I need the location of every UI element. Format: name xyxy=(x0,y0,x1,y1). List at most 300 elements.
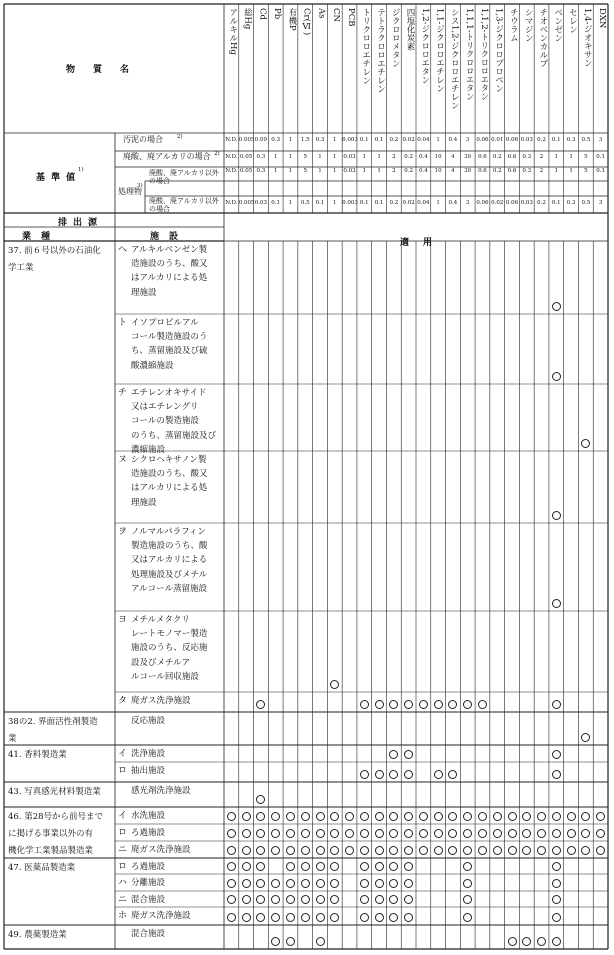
criteria-value: 0.1 xyxy=(359,200,369,206)
criteria-value: 0.1 xyxy=(551,137,561,143)
criteria-value: 0.3 xyxy=(522,154,532,160)
applicable-mark xyxy=(375,913,384,922)
applicable-mark xyxy=(552,302,561,311)
facility-desc: メチルメタクリ xyxy=(131,615,190,625)
applicable-mark xyxy=(345,812,354,821)
criteria-value: 0.06 xyxy=(505,137,519,143)
applicable-mark xyxy=(316,913,325,922)
substance-name: シマジン xyxy=(523,8,534,42)
criteria-row-note: 2) xyxy=(177,134,183,140)
applicable-mark xyxy=(316,937,325,946)
facility-desc: イソプロピルアル xyxy=(131,318,199,328)
substance-name: 1,1,2-トリクロロエタン xyxy=(478,8,489,101)
applicable-mark xyxy=(301,846,310,855)
industry-name: 38の2. 界面活性剤製造 xyxy=(8,717,98,727)
applicable-mark xyxy=(375,862,384,871)
facility-desc: 又はエチレングリ xyxy=(131,402,199,413)
applicable-mark xyxy=(360,812,369,821)
applicable-mark xyxy=(508,829,517,838)
criteria-value: 30 xyxy=(464,168,472,174)
criteria-value: 0.05 xyxy=(240,154,253,160)
applicable-mark xyxy=(286,879,295,888)
applicable-mark xyxy=(567,812,576,821)
applicable-mark xyxy=(242,895,251,904)
applicable-mark xyxy=(493,829,502,838)
applicable-mark xyxy=(552,372,561,381)
criteria-value: 1 xyxy=(288,154,293,160)
applicable-mark xyxy=(552,812,561,821)
applicable-mark xyxy=(360,895,369,904)
criteria-value: 1 xyxy=(333,168,337,174)
facility-letter: ロ xyxy=(118,766,128,776)
industry-name: 機化学工業製品製造業 xyxy=(8,846,94,856)
criteria-value: 1 xyxy=(333,200,337,206)
applicable-mark xyxy=(537,937,546,946)
criteria-value: 1 xyxy=(333,137,337,143)
criteria-value: 0.06 xyxy=(505,200,519,206)
facility-desc: コールの製造施設 xyxy=(131,416,199,427)
applicable-mark xyxy=(508,937,517,946)
applicable-mark xyxy=(301,913,310,922)
criteria-value: 0.02 xyxy=(402,200,415,206)
criteria-value: 0.3 xyxy=(256,168,266,174)
facility-letter: タ xyxy=(118,696,128,706)
criteria-value: 0.3 xyxy=(566,200,576,206)
facility-desc: 理施設 xyxy=(131,287,157,298)
criteria-value: 5 xyxy=(584,154,588,160)
substance-name: CN xyxy=(331,8,342,22)
criteria-value: 3 xyxy=(598,137,603,143)
facility-desc: のうち、蒸留施設及び xyxy=(131,430,217,441)
applicable-mark xyxy=(493,846,502,855)
criteria-value: 1 xyxy=(273,154,278,160)
treatment-note: 3) xyxy=(137,183,143,189)
applicable-mark xyxy=(286,913,295,922)
criteria-row-label: 廃酸、廃アルカリ以外の場合 xyxy=(149,169,219,185)
facility-desc: ノルマルパラフィン xyxy=(131,527,206,537)
criteria-value: 0.01 xyxy=(491,137,504,143)
facility-desc: 造施設のうち、酸又 xyxy=(131,469,208,480)
applicable-mark xyxy=(552,862,561,871)
criteria-value: 0.4 xyxy=(448,200,458,206)
criteria-value: 0.1 xyxy=(359,137,369,143)
criteria-value: 0.5 xyxy=(581,137,591,143)
facility-letter: ヘ xyxy=(118,245,128,255)
applicable-mark xyxy=(301,812,310,821)
applicable-mark xyxy=(360,913,369,922)
criteria-value: 1 xyxy=(288,137,293,143)
criteria-value: 0.1 xyxy=(374,137,384,143)
substance-name: Pb xyxy=(272,8,283,20)
facility-desc: 混合施設 xyxy=(131,929,166,939)
criteria-value: 1 xyxy=(288,200,293,206)
facility-desc: 造施設のうち、酸又 xyxy=(131,259,208,270)
applicable-mark xyxy=(434,829,443,838)
applicable-mark xyxy=(478,700,487,709)
criteria-value: 0.1 xyxy=(596,154,605,160)
applicable-mark xyxy=(552,846,561,855)
substance-name: 四塩化炭素 xyxy=(404,8,415,51)
source-label: 排出源 xyxy=(58,218,104,228)
criteria-value: 1 xyxy=(318,154,322,160)
criteria-value: 30 xyxy=(464,154,472,160)
applicable-mark xyxy=(375,846,384,855)
applicable-mark xyxy=(375,829,384,838)
criteria-value: 0.03 xyxy=(343,154,356,160)
substance-name: As xyxy=(316,8,327,19)
substance-name: 有機P xyxy=(286,8,297,31)
criteria-value: 0.3 xyxy=(315,137,325,143)
applicable-mark xyxy=(567,846,576,855)
substance-name: 総Hg xyxy=(242,8,253,30)
criteria-value: 0.005 xyxy=(238,200,255,206)
substance-name: トリクロロエチレン xyxy=(360,8,371,85)
applicable-mark xyxy=(227,862,236,871)
criteria-value: N.D. xyxy=(225,200,238,206)
applicable-mark xyxy=(227,913,236,922)
criteria-value: 5 xyxy=(584,168,588,174)
applicable-mark xyxy=(242,913,251,922)
applicable-mark xyxy=(552,700,561,709)
facility-desc: 施設のうち、反応施 xyxy=(131,643,208,654)
criteria-value: 0.2 xyxy=(389,200,399,206)
criteria-value: 5 xyxy=(303,168,307,174)
criteria-value: 0.02 xyxy=(491,200,504,206)
facility-letter: ロ xyxy=(118,862,128,872)
treatment-label: 処理物 xyxy=(118,187,142,196)
applicable-mark xyxy=(552,829,561,838)
criteria-value: 1 xyxy=(288,168,293,174)
criteria-value: 0.2 xyxy=(537,200,546,206)
applicable-mark xyxy=(316,862,325,871)
criteria-value: 0.003 xyxy=(342,200,358,206)
substance-name: チウラム xyxy=(508,8,519,42)
substance-name: チオベンカルブ xyxy=(537,8,548,68)
applicable-mark xyxy=(552,879,561,888)
criteria-row-label: 廃酸、廃アルカリ以外の場合 xyxy=(149,197,219,213)
facility-desc: 酸濃縮施設 xyxy=(131,360,174,371)
applicable-mark xyxy=(227,895,236,904)
applicable-mark xyxy=(360,862,369,871)
facility-desc: シクロヘキサノン製 xyxy=(131,455,207,465)
substance-name: テトラクロロエチレン xyxy=(375,8,386,93)
applicable-mark xyxy=(508,846,517,855)
facility-desc: 水洗施設 xyxy=(131,811,166,821)
facility-desc: 廃ガス洗浄施設 xyxy=(131,911,191,921)
criteria-value: 0.6 xyxy=(507,154,517,160)
criteria-value: 0.6 xyxy=(478,168,487,174)
applicable-mark xyxy=(360,829,369,838)
applicable-mark xyxy=(242,879,251,888)
criteria-value: 1 xyxy=(554,168,559,174)
criteria-value: 0.3 xyxy=(256,154,266,160)
criteria-value: 5 xyxy=(303,154,307,160)
applicable-mark xyxy=(301,829,310,838)
facility-desc: 濃縮施設 xyxy=(131,444,166,455)
applicable-mark xyxy=(242,862,251,871)
applicable-mark xyxy=(316,895,325,904)
facility-letter: イ xyxy=(118,749,128,759)
applicable-mark xyxy=(360,879,369,888)
applicable-mark xyxy=(552,937,561,946)
criteria-value: 0.3 xyxy=(271,137,281,143)
substance-name: 1,3-ジクロロプロペン xyxy=(493,8,504,93)
applicable-mark xyxy=(227,879,236,888)
facility-desc: アルコール蒸留施設 xyxy=(131,583,207,594)
substance-name: 1,4-ジオキサン xyxy=(582,8,593,67)
applicable-mark xyxy=(434,812,443,821)
applicable-mark xyxy=(419,829,428,838)
criteria-row-note: 2) xyxy=(214,151,220,157)
facility-desc: 抽出施設 xyxy=(131,766,166,776)
applicable-mark xyxy=(286,937,295,946)
criteria-value: 10 xyxy=(434,168,442,174)
criteria-value: 4 xyxy=(451,154,455,160)
facility-desc: 設及びメチルア xyxy=(131,657,191,668)
substance-name: アルキルHg xyxy=(227,8,238,55)
applicable-mark xyxy=(227,846,236,855)
criteria-value: 4 xyxy=(451,168,455,174)
criteria-value: 0.5 xyxy=(581,200,591,206)
applicable-mark xyxy=(242,846,251,855)
substance-name-label: 物質名 xyxy=(66,65,148,75)
applicable-mark xyxy=(345,829,354,838)
facility-letter: ト xyxy=(118,318,128,328)
facility-label: 施設 xyxy=(150,232,189,242)
facility-desc: ろ過施設 xyxy=(131,828,166,838)
facility-desc: 反応施設 xyxy=(131,716,166,726)
applicable-mark xyxy=(434,846,443,855)
industry-name: 43. 写真感光材料製造業 xyxy=(8,787,101,797)
facility-desc: 分離施設 xyxy=(131,878,166,888)
facility-letter: ニ xyxy=(118,845,128,855)
facility-letter: ヌ xyxy=(118,455,128,465)
criteria-value: 0.04 xyxy=(417,137,430,143)
applicable-mark xyxy=(419,812,428,821)
applicable-mark xyxy=(286,829,295,838)
criteria-value: 3 xyxy=(598,200,603,206)
applicable-mark xyxy=(360,700,369,709)
applicable-mark xyxy=(478,846,487,855)
criteria-value: 1 xyxy=(569,168,573,174)
substance-name: DXN xyxy=(596,8,607,29)
substance-name: シス1,2-ジクロロエチレン xyxy=(449,8,460,110)
criteria-value: 0.02 xyxy=(402,137,415,143)
criteria-value: 1 xyxy=(318,168,322,174)
criteria-value: 0.003 xyxy=(342,137,358,143)
applicable-mark xyxy=(316,879,325,888)
criteria-value: 0.6 xyxy=(507,168,517,174)
applicable-mark xyxy=(242,829,251,838)
industry-name: 47. 医薬品製造業 xyxy=(8,863,76,873)
facility-desc: 廃ガス洗浄施設 xyxy=(131,845,191,855)
applicable-mark xyxy=(286,846,295,855)
facility-letter: ホ xyxy=(118,911,128,921)
facility-desc: 混合施設 xyxy=(131,895,166,905)
applicable-mark xyxy=(375,770,384,779)
applicable-mark xyxy=(301,862,310,871)
applicable-mark xyxy=(345,846,354,855)
applicable-mark xyxy=(316,812,325,821)
criteria-value: 1 xyxy=(569,154,573,160)
criteria-value: 0.2 xyxy=(492,168,502,174)
criteria-value: 0.1 xyxy=(315,200,325,206)
criteria-value: 0.09 xyxy=(254,137,268,143)
applicable-mark xyxy=(478,829,487,838)
applicable-mark xyxy=(552,599,561,608)
facility-letter: ハ xyxy=(118,878,128,888)
facility-letter: ヨ xyxy=(118,615,128,625)
facility-desc: 理施設 xyxy=(131,497,157,508)
facility-desc: 廃ガス洗浄施設 xyxy=(131,696,191,706)
applicable-mark xyxy=(242,812,251,821)
facility-desc: コール製造施設のう xyxy=(131,332,208,343)
applicable-mark xyxy=(552,770,561,779)
criteria-value: 1 xyxy=(362,168,367,174)
criteria-value: 0.3 xyxy=(566,137,576,143)
applicable-mark xyxy=(508,812,517,821)
facility-letter: ヲ xyxy=(118,527,128,537)
criteria-value: 0.04 xyxy=(417,200,430,206)
applicable-mark xyxy=(493,812,502,821)
criteria-value: 2 xyxy=(392,168,396,174)
industry-name: 49. 農薬製造業 xyxy=(8,930,67,940)
facility-desc: ち、蒸留施設及び硫 xyxy=(131,346,208,357)
industry-name: 37. 前６号以外の石油化 xyxy=(8,246,101,256)
applicable-mark xyxy=(301,895,310,904)
apply-label: 適用 xyxy=(400,238,447,248)
applicable-mark xyxy=(537,829,546,838)
applicable-mark xyxy=(434,700,443,709)
facility-desc: 洗浄施設 xyxy=(131,749,166,759)
criteria-value: 0.06 xyxy=(476,200,489,206)
facility-desc: 製造施設のうち、酸 xyxy=(131,541,208,552)
industry-name: 業 xyxy=(8,734,17,744)
facility-desc: アルキルベンゼン製 xyxy=(131,245,208,255)
criteria-value: N.D. xyxy=(225,154,238,160)
criteria-row-label: 廃酸、廃アルカリの場合 xyxy=(123,152,211,161)
criteria-value: 1 xyxy=(377,168,381,174)
criteria-value: 1 xyxy=(273,168,278,174)
criteria-value: 0.5 xyxy=(300,200,310,206)
criteria-value: 10 xyxy=(434,154,442,160)
facility-desc: 感光剤洗浄施設 xyxy=(131,786,191,796)
criteria-value: 1 xyxy=(333,154,337,160)
criteria-value: 2 xyxy=(539,154,544,160)
substance-name: ジクロロメタン xyxy=(390,8,401,68)
criteria-value: 0.4 xyxy=(419,154,428,160)
criteria-value: 1 xyxy=(377,154,381,160)
facility-desc: はアルカリによる処 xyxy=(131,273,208,284)
applicable-mark xyxy=(478,812,487,821)
applicable-mark xyxy=(316,829,325,838)
facility-letter: ニ xyxy=(118,895,128,905)
applicable-mark xyxy=(419,846,428,855)
criteria-value: 0.3 xyxy=(522,168,532,174)
facility-desc: ルコール回収施設 xyxy=(131,671,199,682)
criteria-value: 0.005 xyxy=(238,137,255,143)
criteria-value: 0.4 xyxy=(419,168,428,174)
applicable-mark xyxy=(375,895,384,904)
criteria-value: 2 xyxy=(539,168,544,174)
criteria-value: 3 xyxy=(465,137,470,143)
industry-label: 業種 xyxy=(22,232,61,242)
criteria-value: 0.2 xyxy=(492,154,502,160)
applicable-mark xyxy=(552,913,561,922)
industry-name: 46. 第28号から前号まで xyxy=(8,812,104,822)
criteria-value: 0.2 xyxy=(389,137,399,143)
applicable-mark xyxy=(301,879,310,888)
applicable-mark xyxy=(434,770,443,779)
applicable-mark xyxy=(419,700,428,709)
criteria-value: 0.1 xyxy=(596,168,605,174)
applicable-mark xyxy=(360,770,369,779)
facility-letter: ロ xyxy=(118,828,128,838)
criteria-value: 1 xyxy=(554,154,559,160)
industry-name: 学工業 xyxy=(8,263,34,273)
substance-name: PCB xyxy=(345,8,356,27)
criteria-value: 0.2 xyxy=(404,168,413,174)
facility-desc: 処理施設及びメチル xyxy=(131,569,208,580)
substance-name: Cd xyxy=(257,8,268,20)
criteria-value: 0.2 xyxy=(537,137,546,143)
applicable-mark xyxy=(227,829,236,838)
substance-name: Cr(Ⅵ) xyxy=(301,8,312,36)
applicable-mark xyxy=(286,862,295,871)
standard-value-label: 基準値 xyxy=(36,173,82,183)
industry-name: 41. 香料製造業 xyxy=(8,750,67,760)
applicable-mark xyxy=(375,812,384,821)
industry-name: に掲げる事業以外の有 xyxy=(8,829,94,839)
criteria-value: 0.4 xyxy=(448,137,458,143)
facility-letter: イ xyxy=(118,811,128,821)
criteria-value: 0.1 xyxy=(551,200,561,206)
criteria-value: 0.03 xyxy=(254,200,268,206)
criteria-value: 0.06 xyxy=(476,137,489,143)
applicable-mark xyxy=(286,812,295,821)
criteria-value: 0.03 xyxy=(343,168,356,174)
criteria-value: N.D. xyxy=(225,168,238,174)
applicable-mark xyxy=(286,895,295,904)
facility-letter: チ xyxy=(118,388,128,398)
substance-name: セレン xyxy=(567,8,578,34)
applicable-mark xyxy=(375,700,384,709)
applicable-mark xyxy=(537,812,546,821)
criteria-value: 0.1 xyxy=(374,200,384,206)
criteria-value: 2 xyxy=(392,154,396,160)
criteria-value: 3 xyxy=(465,200,470,206)
applicable-mark xyxy=(552,895,561,904)
applicable-mark xyxy=(316,846,325,855)
facility-desc: ろ過施設 xyxy=(131,862,166,872)
criteria-value: 1 xyxy=(436,137,440,143)
applicable-mark xyxy=(375,879,384,888)
facility-desc: はアルカリによる処 xyxy=(131,483,208,494)
substance-name: 1,1-ジクロロエチレン xyxy=(434,8,445,93)
facility-desc: エチレンオキサイド xyxy=(131,388,207,398)
applicable-mark xyxy=(552,511,561,520)
criteria-value: 0.05 xyxy=(240,168,253,174)
criteria-value: 1.5 xyxy=(300,137,310,143)
criteria-value: 0.03 xyxy=(520,137,533,143)
criteria-value: 0.6 xyxy=(478,154,487,160)
facility-desc: 又はアルカリによる xyxy=(131,555,208,566)
criteria-row-label: 汚泥の場合 xyxy=(123,135,163,144)
standard-note: 1) xyxy=(78,167,84,173)
criteria-value: 0.1 xyxy=(271,200,281,206)
criteria-value: 0.2 xyxy=(404,154,413,160)
applicable-mark xyxy=(360,846,369,855)
